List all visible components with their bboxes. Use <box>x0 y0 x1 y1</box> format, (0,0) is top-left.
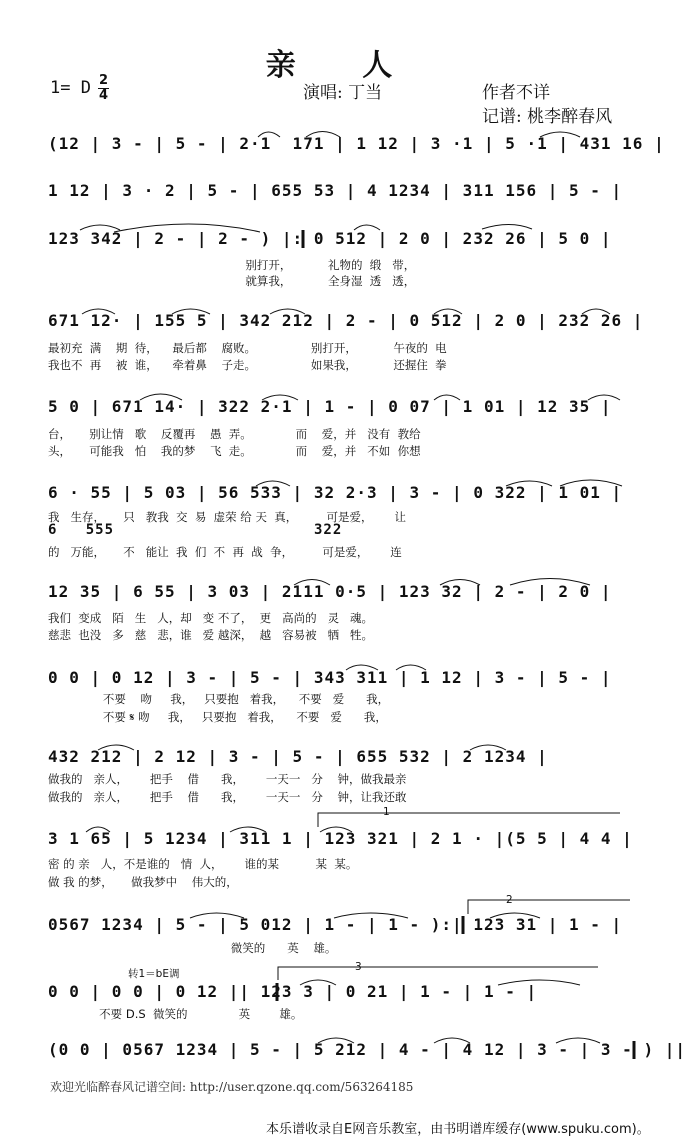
time-signature <box>98 74 109 103</box>
lyrics-line-8b: 不要 𝄋 吻 我， 只要抱 着我， 不要 爱 我， <box>48 710 387 724</box>
lyrics-line-5b: 头， 可能我 怕 我的梦 飞 走。 而 爱，并 不如 你想 <box>48 444 421 458</box>
source-credit: 本乐谱收录自E网音乐教室，由书明谱库缓存(www.spuku.com)。 <box>266 1122 650 1137</box>
lyrics-line-3b: 就算我， 全身湿 透 透， <box>48 274 416 288</box>
lyrics-line-8a: 不要 吻 我， 只要抱 着我， 不要 爱 我， <box>48 692 390 706</box>
time-signature-bottom: 4 <box>99 88 109 103</box>
score-line-10: 3 1 65 | 5 1234 | 311 1 | 123 321 | 2 1 · |(5 5 | 4 4 | <box>48 829 633 848</box>
lyrics-line-10b: 做 我 的梦， 做我梦中 伟大的， <box>48 875 238 889</box>
lyrics-line-5a: 台， 别让情 歌 反覆再 愚 弄。 而 爱，并 没有 教给 <box>48 427 421 441</box>
lyrics-line-7a: 我们 变成 陌 生 人，却 变 不了， 更 高尚的 灵 魂。 <box>48 611 374 625</box>
lyrics-line-4a: 最初充 满 期 待， 最后都 腐败。 别打开， 午夜的 电 <box>48 341 447 355</box>
lyrics-line-12: 不要 D.S 微笑的 英 雄。 <box>48 1007 303 1021</box>
score-line-3: 123 342 | 2 - | 2 - ) |: 0 512 | 2 0 | 232 26 | 5 0 | <box>48 229 612 248</box>
time-signature-top: 2 <box>99 73 109 88</box>
score-line-5: 5 0 | 671 14· | 322 2·1 | 1 - | 0 07 | 1 01 | 12 35 | <box>48 397 612 416</box>
score-line-4: 671 12· | 155 5 | 342 212 | 2 - | 0 512 | 2 0 | 232 26 | <box>48 311 644 330</box>
score-line-13: (0 0 | 0567 1234 | 5 - | 5 212 | 4 - | 4 12 | 3 - | 3 - ) || <box>48 1040 686 1059</box>
key-signature: 1= D <box>50 78 91 98</box>
lyrics-line-9b: 做我的 亲人， 把手 借 我， 一天一 分 钟，让我还敢 <box>48 790 407 804</box>
song-title: 亲 人 <box>265 48 421 83</box>
lyrics-line-10a: 密 的 亲 人，不是谁的 情 人， 谁的某 某 某。 <box>48 857 358 871</box>
score-line-6: 6 · 55 | 5 03 | 56 533 | 32 2·3 | 3 - | 0 322 | 1 01 | <box>48 483 623 502</box>
volta-2-label: 2 <box>506 894 513 906</box>
alt-notes-mid: 322 <box>314 522 343 538</box>
score-line-8: 0 0 | 0 12 | 3 - | 5 - | 343 311 | 1 12 | 3 - | 5 - | <box>48 668 612 687</box>
lyrics-line-11: 微笑的 英 雄。 <box>48 941 337 955</box>
modulation-note: 转1＝bE调 <box>128 968 180 980</box>
lyrics-line-7b: 慈悲 也没 多 慈 悲，谁 爱 越深， 越 容易被 牺 牲。 <box>48 628 374 642</box>
lyrics-line-6a: 我 生存， 只 教我 交 易 虚荣 给 天 真， 可是爱， 让 <box>48 510 406 524</box>
score-line-7: 12 35 | 6 55 | 3 03 | 2111 0·5 | 123 32 | 2 - | 2 0 | <box>48 582 612 601</box>
lyrics-line-9a: 做我的 亲人， 把手 借 我， 一天一 分 钟，做我最亲 <box>48 772 407 786</box>
score-line-2: 1 12 | 3 · 2 | 5 - | 655 53 | 4 1234 | 311 156 | 5 - | <box>48 181 623 200</box>
lyrics-line-6b: 的 万能， 不 能让 我 们 不 再 战 争， 可是爱， 连 <box>48 545 402 559</box>
lyrics-line-3a: 别打开， 礼物的 缎 带， <box>48 258 416 272</box>
alt-notes-top: 6 555 <box>48 522 115 538</box>
score-line-11: 0567 1234 | 5 - | 5 012 | 1 - | 1 - ):| 123 31 | 1 - | <box>48 915 623 934</box>
footer-note: 欢迎光临醉春风记谱空间: http://user.qzone.qq.com/563264185 <box>50 1080 414 1094</box>
score-line-9: 432 212 | 2 12 | 3 - | 5 - | 655 532 | 2 1234 | <box>48 747 548 766</box>
volta-1-label: 1 <box>383 806 390 818</box>
lyrics-line-4b: 我也不 再 被 谁， 牵着鼻 子走。 如果我， 还握住 拳 <box>48 358 447 372</box>
transcriber: 记谱: 桃李醉春风 <box>482 107 613 127</box>
score-line-1: (12 | 3 - | 5 - | 2·1 171 | 1 12 | 3 ·1 | 5 ·1 | 431 16 | <box>48 134 665 153</box>
score-line-12: 0 0 | 0 0 | 0 12 || 123 3 | 0 21 | 1 - | 1 - | <box>48 982 538 1001</box>
author: 作者不详 <box>482 83 550 103</box>
volta-3-label: 3 <box>355 961 362 973</box>
singer: 演唱: 丁当 <box>303 83 383 103</box>
